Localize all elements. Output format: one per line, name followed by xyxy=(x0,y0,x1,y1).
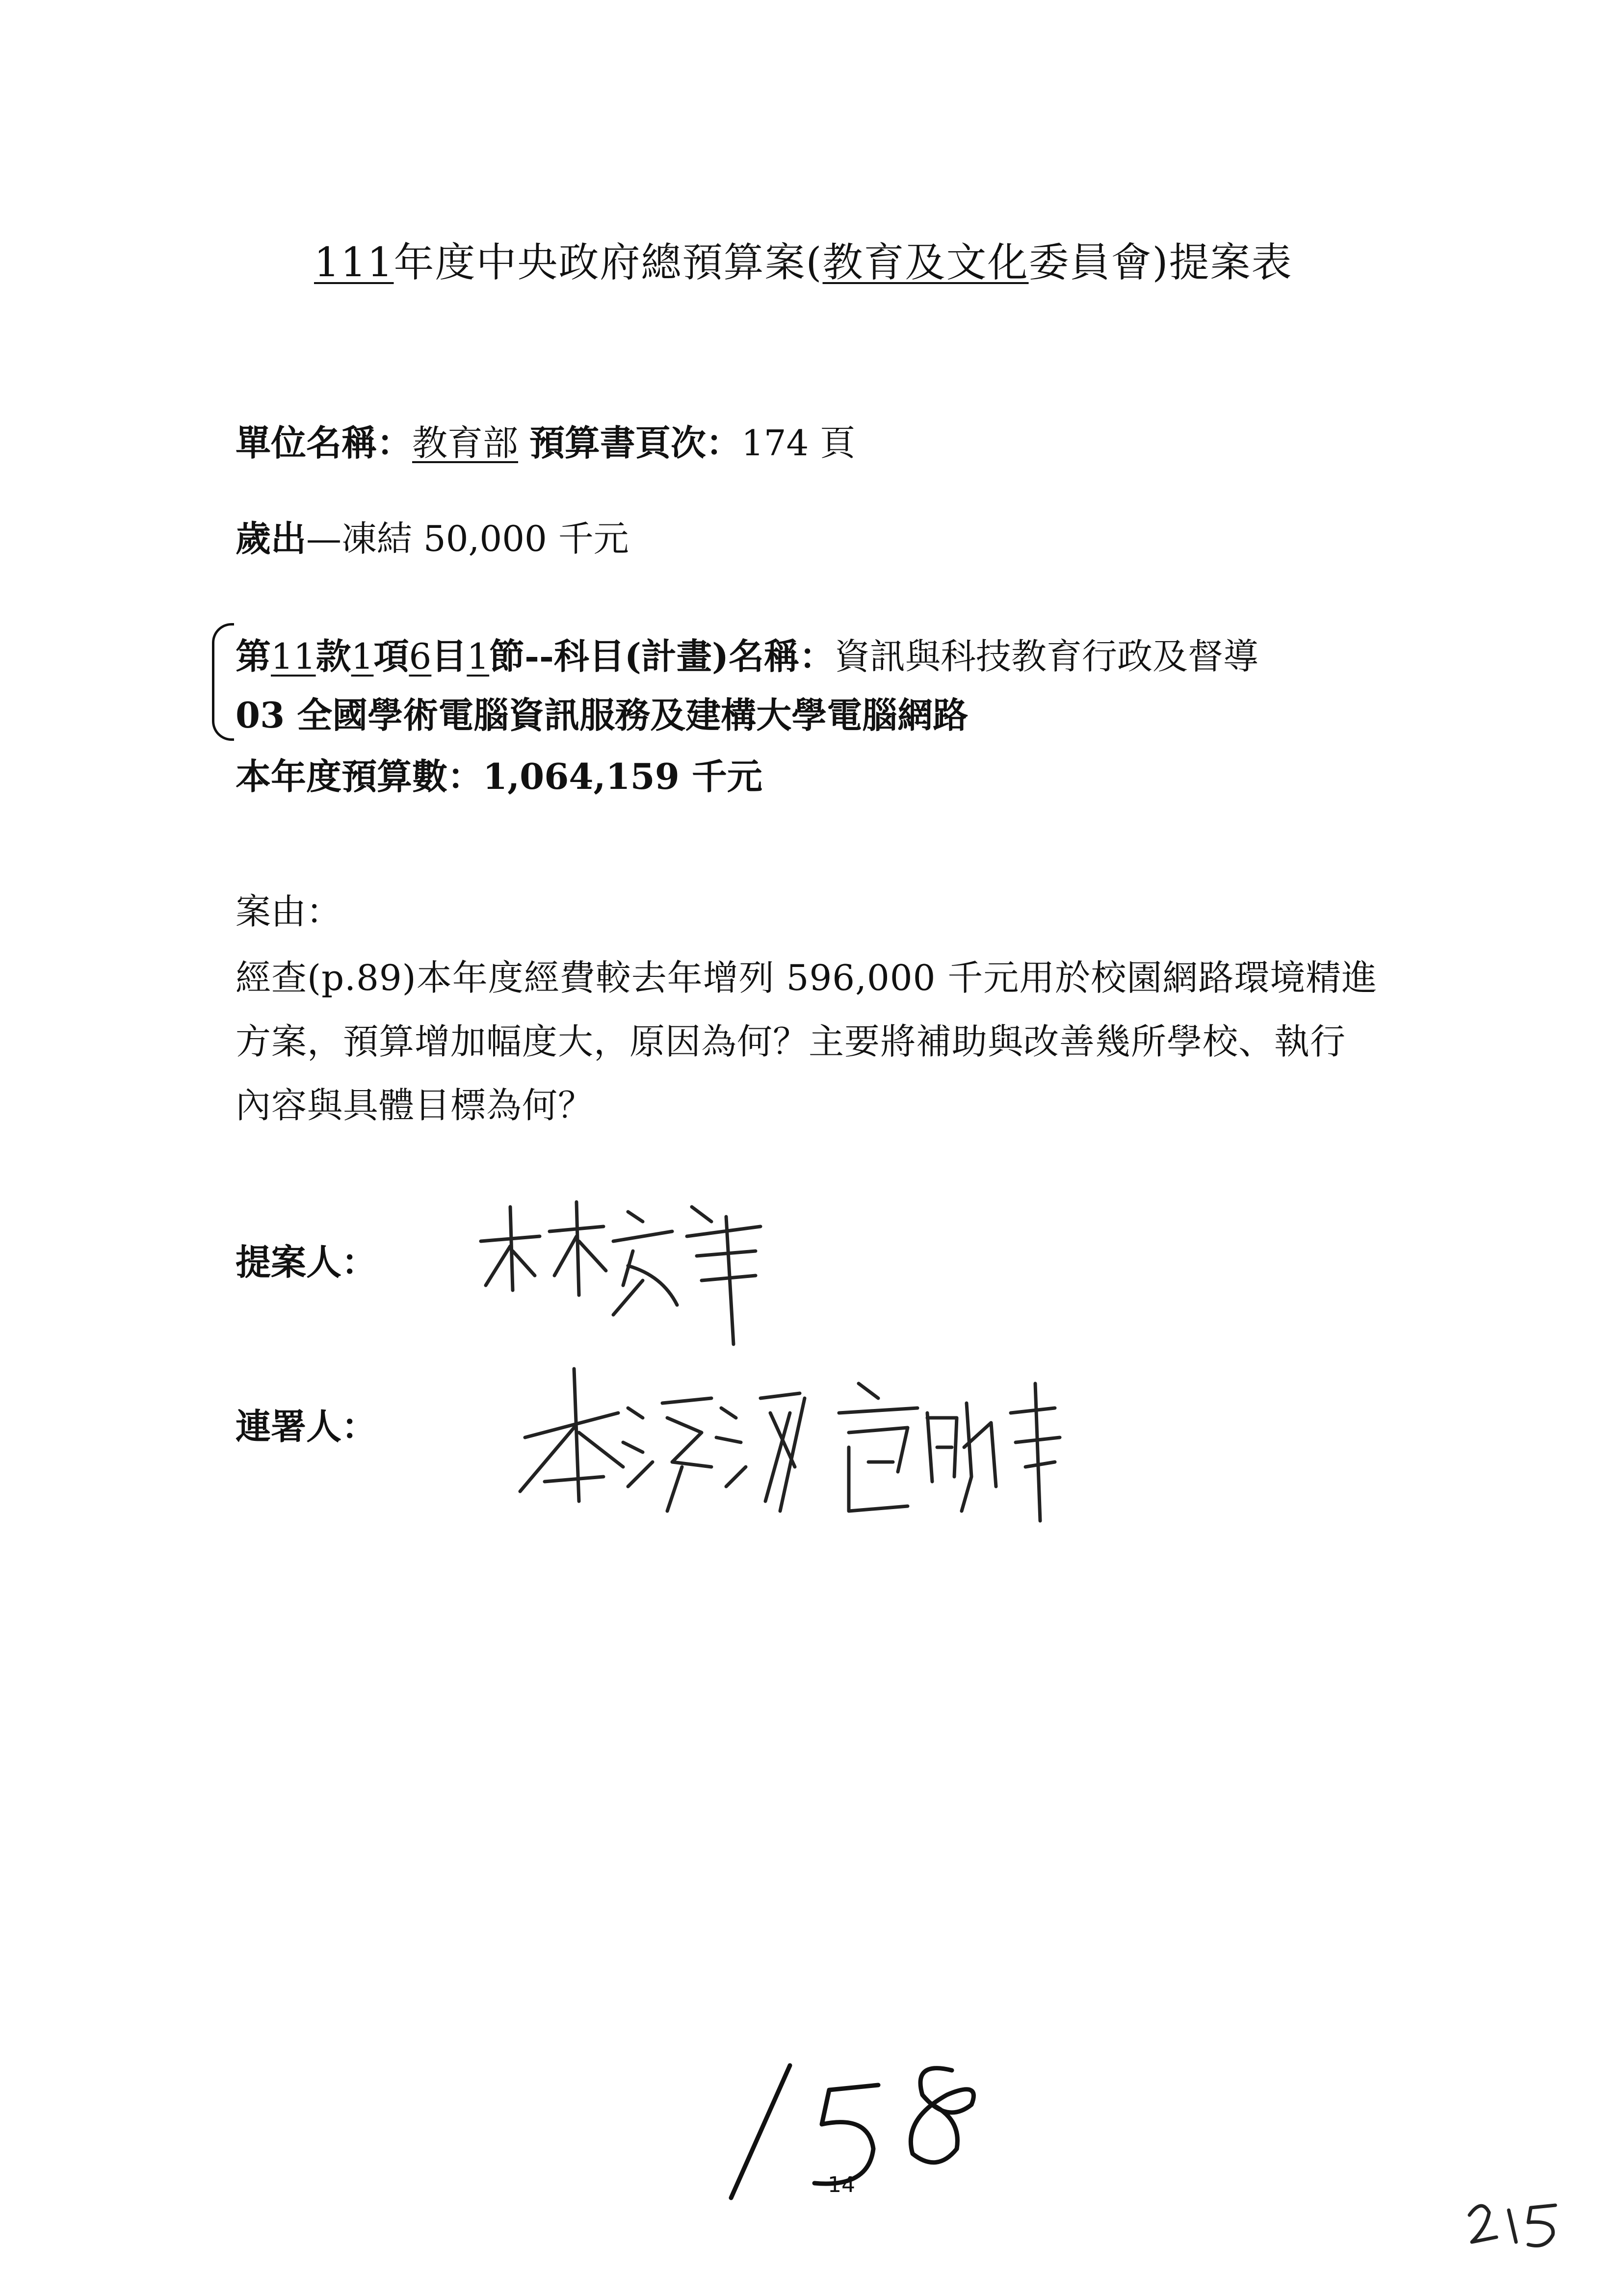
expenditure-label: 歲出 xyxy=(236,518,307,559)
corner-handwritten-note xyxy=(1462,2188,1570,2257)
annual-budget-value: 1,064,159 千元 xyxy=(483,756,762,797)
subject-line-2: 03 全國學術電腦資訊服務及建構大學電腦網路 xyxy=(236,694,969,736)
subject-mu-no: 6 xyxy=(409,636,432,677)
title-part2: 委員會)提案表 xyxy=(1028,239,1293,286)
unit-label: 單位名稱： xyxy=(236,422,413,464)
reason-label: 案由： xyxy=(236,891,342,932)
subject-name-value: 資訊與科技教育行政及督導 xyxy=(835,636,1259,677)
subject-mu: 目 xyxy=(431,635,467,677)
cosigner-label: 連署人： xyxy=(236,1406,377,1447)
page-title xyxy=(314,231,1293,288)
subject-kuan-no: 11 xyxy=(271,636,316,677)
subject-bracket xyxy=(212,623,234,741)
unit-value: 教育部 xyxy=(412,422,519,464)
budget-page-value: 174 頁 xyxy=(741,422,856,464)
expenditure-value: —凍結 50,000 千元 xyxy=(306,518,629,559)
title-committee: 教育及文化 xyxy=(822,239,1029,286)
unit-line xyxy=(236,415,855,466)
cosigner-signature xyxy=(505,1354,1070,1540)
subject-jie-no: 1 xyxy=(467,636,490,677)
subject-di: 第 xyxy=(236,635,271,677)
reason-line-1: 經查(p.89)本年度經費較去年增列 596,000 千元用於校園網路環境精進 xyxy=(236,957,1378,998)
title-part1: 年度中央政府總預算案( xyxy=(393,239,823,286)
page-number: 14 xyxy=(828,2172,855,2197)
proposer-signature xyxy=(466,1177,810,1364)
subject-jie: 節 xyxy=(489,635,525,677)
annual-budget-line xyxy=(236,748,762,799)
subject-xiang-no: 1 xyxy=(351,636,374,677)
subject-name-label: --科目(計畫)名稱： xyxy=(524,635,835,677)
subject-xiang: 項 xyxy=(373,635,409,677)
annual-budget-label: 本年度預算數： xyxy=(236,756,483,797)
expenditure-line xyxy=(236,510,629,561)
subject-kuan: 款 xyxy=(315,635,351,677)
reason-line-3: 內容與具體目標為何？ xyxy=(236,1085,594,1126)
reason-line-2: 方案，預算增加幅度大，原因為何？主要將補助與改善幾所學校、執行 xyxy=(236,1021,1346,1062)
proposer-label: 提案人： xyxy=(236,1241,377,1283)
title-year: 111 xyxy=(314,239,394,286)
subject-line-1 xyxy=(236,628,1258,679)
budget-page-label: 預算書頁次： xyxy=(529,422,741,464)
